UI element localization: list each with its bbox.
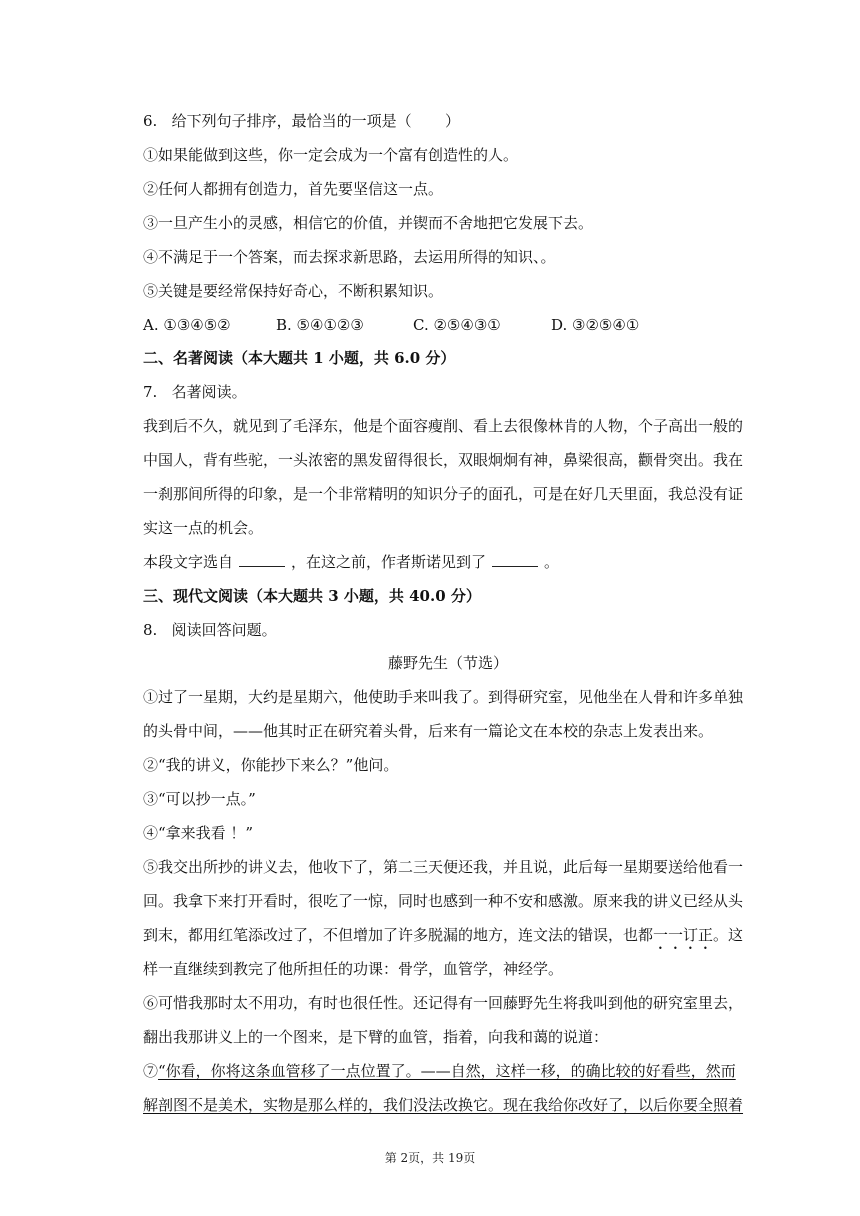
q6-stem: 6. 给下列句子排序，最恰当的一项是（ ） [143,112,460,130]
q7-stem: 7. 名著阅读。 [143,383,247,401]
q6-option-a[interactable]: A. ①③④⑤② [143,316,231,334]
underlined-quote-continued: 解剖图不是美术，实物是那么样的，我们没法改换它。现在我给你改好了，以后你要全照着 [143,1096,744,1114]
q8-line-12 [143,1061,763,1081]
q7-passage-line-1: 我到后不久，就见到了毛泽东，他是个面容瘦削、看上去很像林肯的人物，个子高出一般的 [143,417,744,435]
q8-line-6: ⑤我交出所抄的讲义去，他收下了，第二三天便还我，并且说，此后每一星期要送给他看一 [143,858,744,876]
q8-line-8 [143,925,763,953]
q6-options [143,315,763,335]
q8-passage-title: 藤野先生（节选） [387,654,508,672]
q8-line-8-text: 到末，都用红笔添改过了，不但增加了许多脱漏的地方，连文法的错误，也都 [143,926,654,944]
q8-line-7: 回。我拿下来打开看时，很吃了一惊，同时也感到一种不安和感激。原来我的讲义已经从头 [143,892,744,910]
q6-sentence-5: ⑤关键是要经常保持好奇心，不断积累知识。 [143,282,444,300]
q8-line-10: ⑥可惜我那时太不用功，有时也很任性。还记得有一回藤野先生将我叫到他的研究室里去， [143,994,744,1012]
q7-passage-line-4: 实这一点的机会。 [143,519,264,537]
q7-fill-text-c: 。 [544,553,560,571]
q6-sentence-3: ③一旦产生小的灵感，相信它的价值，并锲而不舍地把它发展下去。 [143,214,594,232]
q7-fill-text-b: ，在这之前，作者斯诺见到了 [291,553,487,571]
q8-stem: 8. 阅读回答问题。 [143,621,277,639]
q8-line-1: ①过了一星期，大约是星期六，他使助手来叫我了。到得研究室，见他坐在人骨和许多单独 [143,688,744,706]
q7-blank-1[interactable] [239,552,285,567]
q7-fill-text-a: 本段文字选自 [143,553,234,571]
q7-blank-2[interactable] [492,552,538,567]
q6-option-c[interactable]: C. ②⑤④③① [413,316,501,334]
q8-paragraph-7-marker: ⑦ [143,1062,159,1080]
q6-option-b[interactable]: B. ⑤④①②③ [276,316,364,334]
q8-line-5: ④“拿来我看 ！” [143,824,254,842]
q6-sentence-1: ①如果能做到这些，你一定会成为一个富有创造性的人。 [143,146,519,164]
q8-line-4: ③“可以抄一点。” [143,790,256,808]
q6-sentence-2: ②任何人都拥有创造力，首先要坚信这一点。 [143,180,444,198]
q6-option-d[interactable]: D. ③②⑤④① [551,316,640,334]
q7-passage-line-2: 中国人，背有些驼，一头浓密的黑发留得很长，双眼炯炯有神，鼻梁很高，颧骨突出。我在 [143,451,744,469]
page-footer: 第 2页，共 19页 [384,1151,476,1165]
q7-passage-line-3: 一刹那间所得的印象，是一个非常精明的知识分子的面孔，可是在好几天里面，我总没有证 [143,485,744,503]
q7-fill-question [143,552,763,572]
q8-line-8-end: 。这 [713,926,744,944]
emphasized-phrase: 一一订正 [653,926,714,944]
q8-line-3: ②“我的讲义，你能抄下来么？”他问。 [143,756,399,774]
q8-line-9: 样一直继续到教完了他所担任的功课：骨学，血管学，神经学。 [143,960,564,978]
section-2-heading: 二、名著阅读（本大题共 1 小题，共 6.0 分） [143,349,456,367]
q8-line-11: 翻出我那讲义上的一个图来，是下臂的血管，指着，向我和蔼的说道： [143,1028,609,1046]
underlined-quote-start: “你看，你将这条血管移了一点位置了。——自然，这样一移，的确比较的好看些，然而 [158,1062,736,1080]
section-3-heading: 三、现代文阅读（本大题共 3 小题，共 40.0 分） [143,587,481,605]
q8-line-2: 的头骨中间，——他其时正在研究着头骨，后来有一篇论文在本校的杂志上发表出来。 [143,722,714,740]
q6-sentence-4: ④不满足于一个答案，而去探求新思路，去运用所得的知识、。 [143,248,556,266]
